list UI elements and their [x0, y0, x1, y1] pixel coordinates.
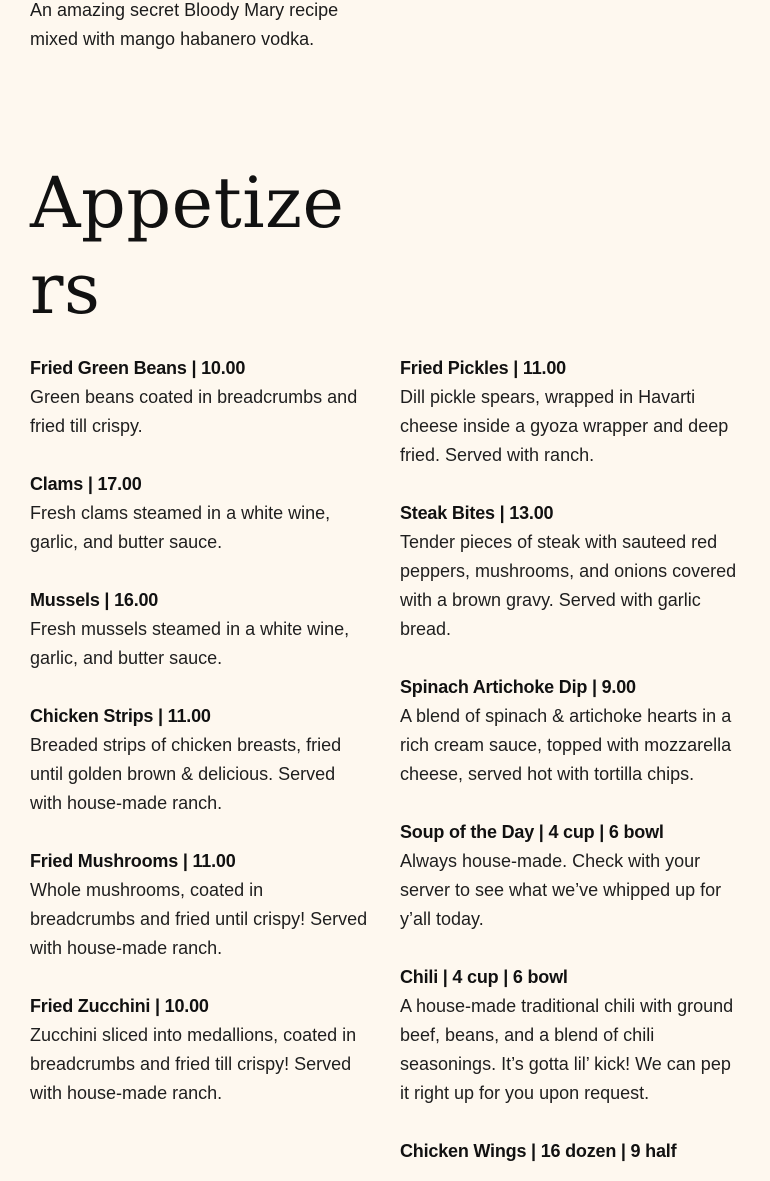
menu-item — [30, 470, 370, 557]
menu-item — [30, 354, 370, 441]
menu-item-description: Whole mushrooms, coated in breadcrumbs and fried until crispy! Served with house-made ranch. — [30, 880, 368, 958]
menu-item — [400, 499, 740, 644]
menu-item-description: Zucchini sliced into medallions, coated in breadcrumbs and fried till crispy! Served with house-made ranch. — [30, 1025, 357, 1103]
menu-item — [400, 1137, 740, 1166]
menu-item — [400, 963, 740, 1108]
menu-item-title: Soup of the Day | 4 cup | 6 bowl — [400, 822, 664, 842]
menu-item — [30, 586, 370, 673]
left-menu-column — [30, 354, 370, 1137]
menu-item-title: Fried Mushrooms | 11.00 — [30, 851, 236, 871]
menu-item — [30, 847, 370, 963]
menu-item-title: Chicken Strips | 11.00 — [30, 706, 211, 726]
menu-item-description: Fresh clams steamed in a white wine, garlic, and butter sauce. — [30, 503, 331, 552]
menu-item-title: Fried Pickles | 11.00 — [400, 358, 566, 378]
menu-item-description: A blend of spinach & artichoke hearts in a rich cream sauce, topped with mozzarella cheese, served hot with tortilla chips. — [400, 706, 732, 784]
menu-item — [30, 992, 370, 1108]
menu-item-title: Fried Green Beans | 10.00 — [30, 358, 246, 378]
right-menu-column — [400, 354, 740, 1181]
menu-item-title: Chili | 4 cup | 6 bowl — [400, 967, 568, 987]
menu-item-description: Green beans coated in breadcrumbs and fried till crispy. — [30, 387, 358, 436]
menu-item-title: Steak Bites | 13.00 — [400, 503, 554, 523]
menu-item-title: Mussels | 16.00 — [30, 590, 159, 610]
menu-item-description: A house-made traditional chili with ground beef, beans, and a blend of chili seasonings. It’s gotta lil’ kick! We can pep it right up for you upon request. — [400, 996, 734, 1103]
menu-item-description: Tender pieces of steak with sauteed red peppers, mushrooms, and onions covered with a brown gravy. Served with garlic bread. — [400, 532, 737, 639]
menu-item — [400, 818, 740, 934]
menu-item — [400, 673, 740, 789]
menu-item-title: Fried Zucchini | 10.00 — [30, 996, 209, 1016]
intro-text: An amazing secret Bloody Mary recipe mixed with mango habanero vodka. — [30, 0, 339, 49]
menu-item-description: Fresh mussels steamed in a white wine, garlic, and butter sauce. — [30, 619, 350, 668]
menu-item-title: Clams | 17.00 — [30, 474, 142, 494]
section-title-appetizers: Appetizers — [30, 162, 345, 330]
menu-item-title: Chicken Wings | 16 dozen | 9 half — [400, 1141, 677, 1161]
menu-item-description: Dill pickle spears, wrapped in Havarti cheese inside a gyoza wrapper and deep fried. Served with ranch. — [400, 387, 729, 465]
menu-item-title: Spinach Artichoke Dip | 9.00 — [400, 677, 636, 697]
menu-item — [30, 702, 370, 818]
menu-item — [400, 354, 740, 470]
menu-item-description: Always house-made. Check with your server to see what we’ve whipped up for y’all today. — [400, 851, 722, 929]
menu-item-description: Breaded strips of chicken breasts, fried until golden brown & delicious. Served with house-made ranch. — [30, 735, 342, 813]
